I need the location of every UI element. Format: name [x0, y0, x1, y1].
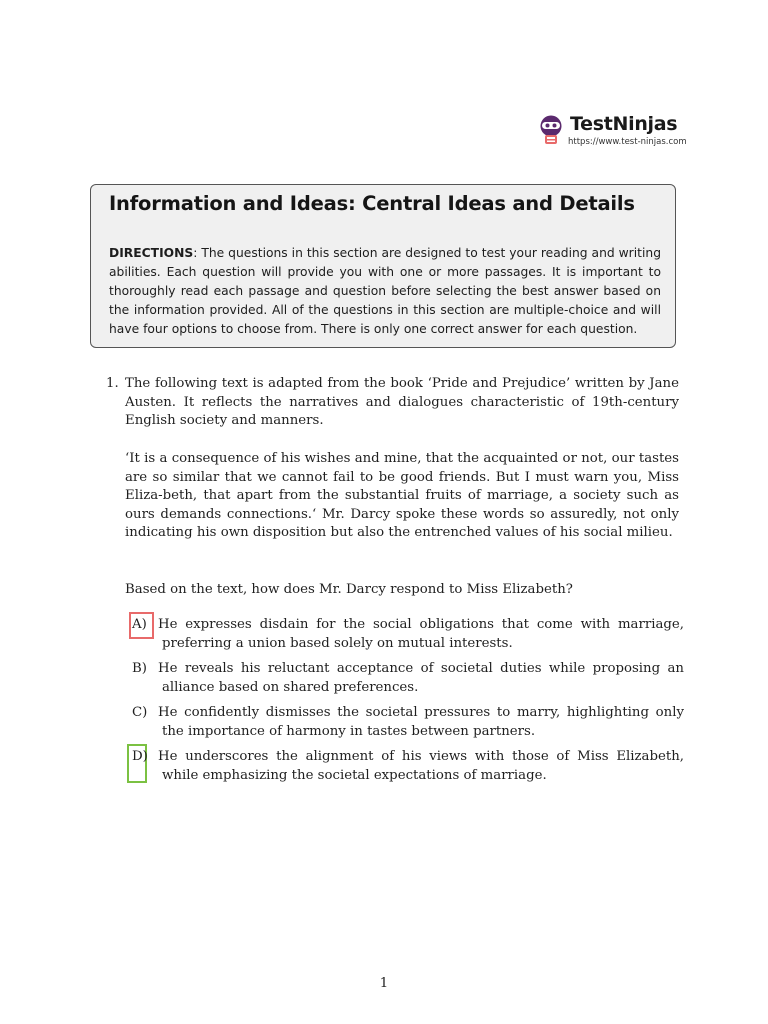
directions-text-block — [109, 244, 661, 339]
testninjas-logo — [538, 113, 688, 153]
choice-label: C) — [132, 705, 148, 720]
directions-text: : The questions in this section are designed to test your reading and writing abilities. Each question will provide you with one or more passages. It is important to thoroughly read each passage and question before selecting the best answer based on the information provided. All of the questions in this section are multiple-choice and will have four options to choose from. There is only one correct answer for each question. — [109, 246, 661, 336]
question-intro: The following text is adapted from the book ‘Pride and Prejudice’ written by Jane Austen. It reflects the narratives and dialogues characteristic of 19th-century English society and manners. — [125, 376, 679, 429]
question-passage: ‘It is a consequence of his wishes and mine, that the acquainted or not, our tastes are so similar that we cannot fail to be good friends. But I must warn you, Miss Eliza-beth, that apart from the substantial fruits of marriage, a society such as ours demands connections.‘ Mr. Darcy spoke these words so assuredly, not only indicating his own disposition but also the entrenched values of his social milieu. — [125, 451, 679, 541]
ninja-logo-icon — [538, 115, 564, 145]
directions-label: DIRECTIONS — [109, 246, 194, 260]
choice-label: D) — [132, 749, 148, 764]
choice-text: He reveals his reluctant acceptance of societal duties while proposing an alliance based on shared preferences. — [158, 661, 684, 695]
brand-url[interactable]: https://www.test-ninjas.com — [568, 137, 687, 147]
page-number: 1 — [379, 976, 389, 991]
question-number: 1. — [106, 376, 119, 391]
choice-text: He underscores the alignment of his views with those of Miss Elizabeth, while emphasizing the societal expectations of marriage. — [158, 749, 684, 783]
directions-box — [90, 184, 676, 348]
section-title: Information and Ideas: Central Ideas and Details — [109, 192, 635, 215]
choice-text: He confidently dismisses the societal pressures to marry, highlighting only the importance of harmony in tastes between partners. — [158, 705, 684, 739]
choice-text: He expresses disdain for the social obligations that come with marriage, preferring a union based solely on mutual interests. — [158, 617, 684, 651]
choice-label: A) — [132, 617, 147, 632]
brand-name: TestNinjas — [570, 113, 678, 135]
choice-label: B) — [132, 661, 147, 676]
question-prompt: Based on the text, how does Mr. Darcy respond to Miss Elizabeth? — [125, 582, 573, 597]
